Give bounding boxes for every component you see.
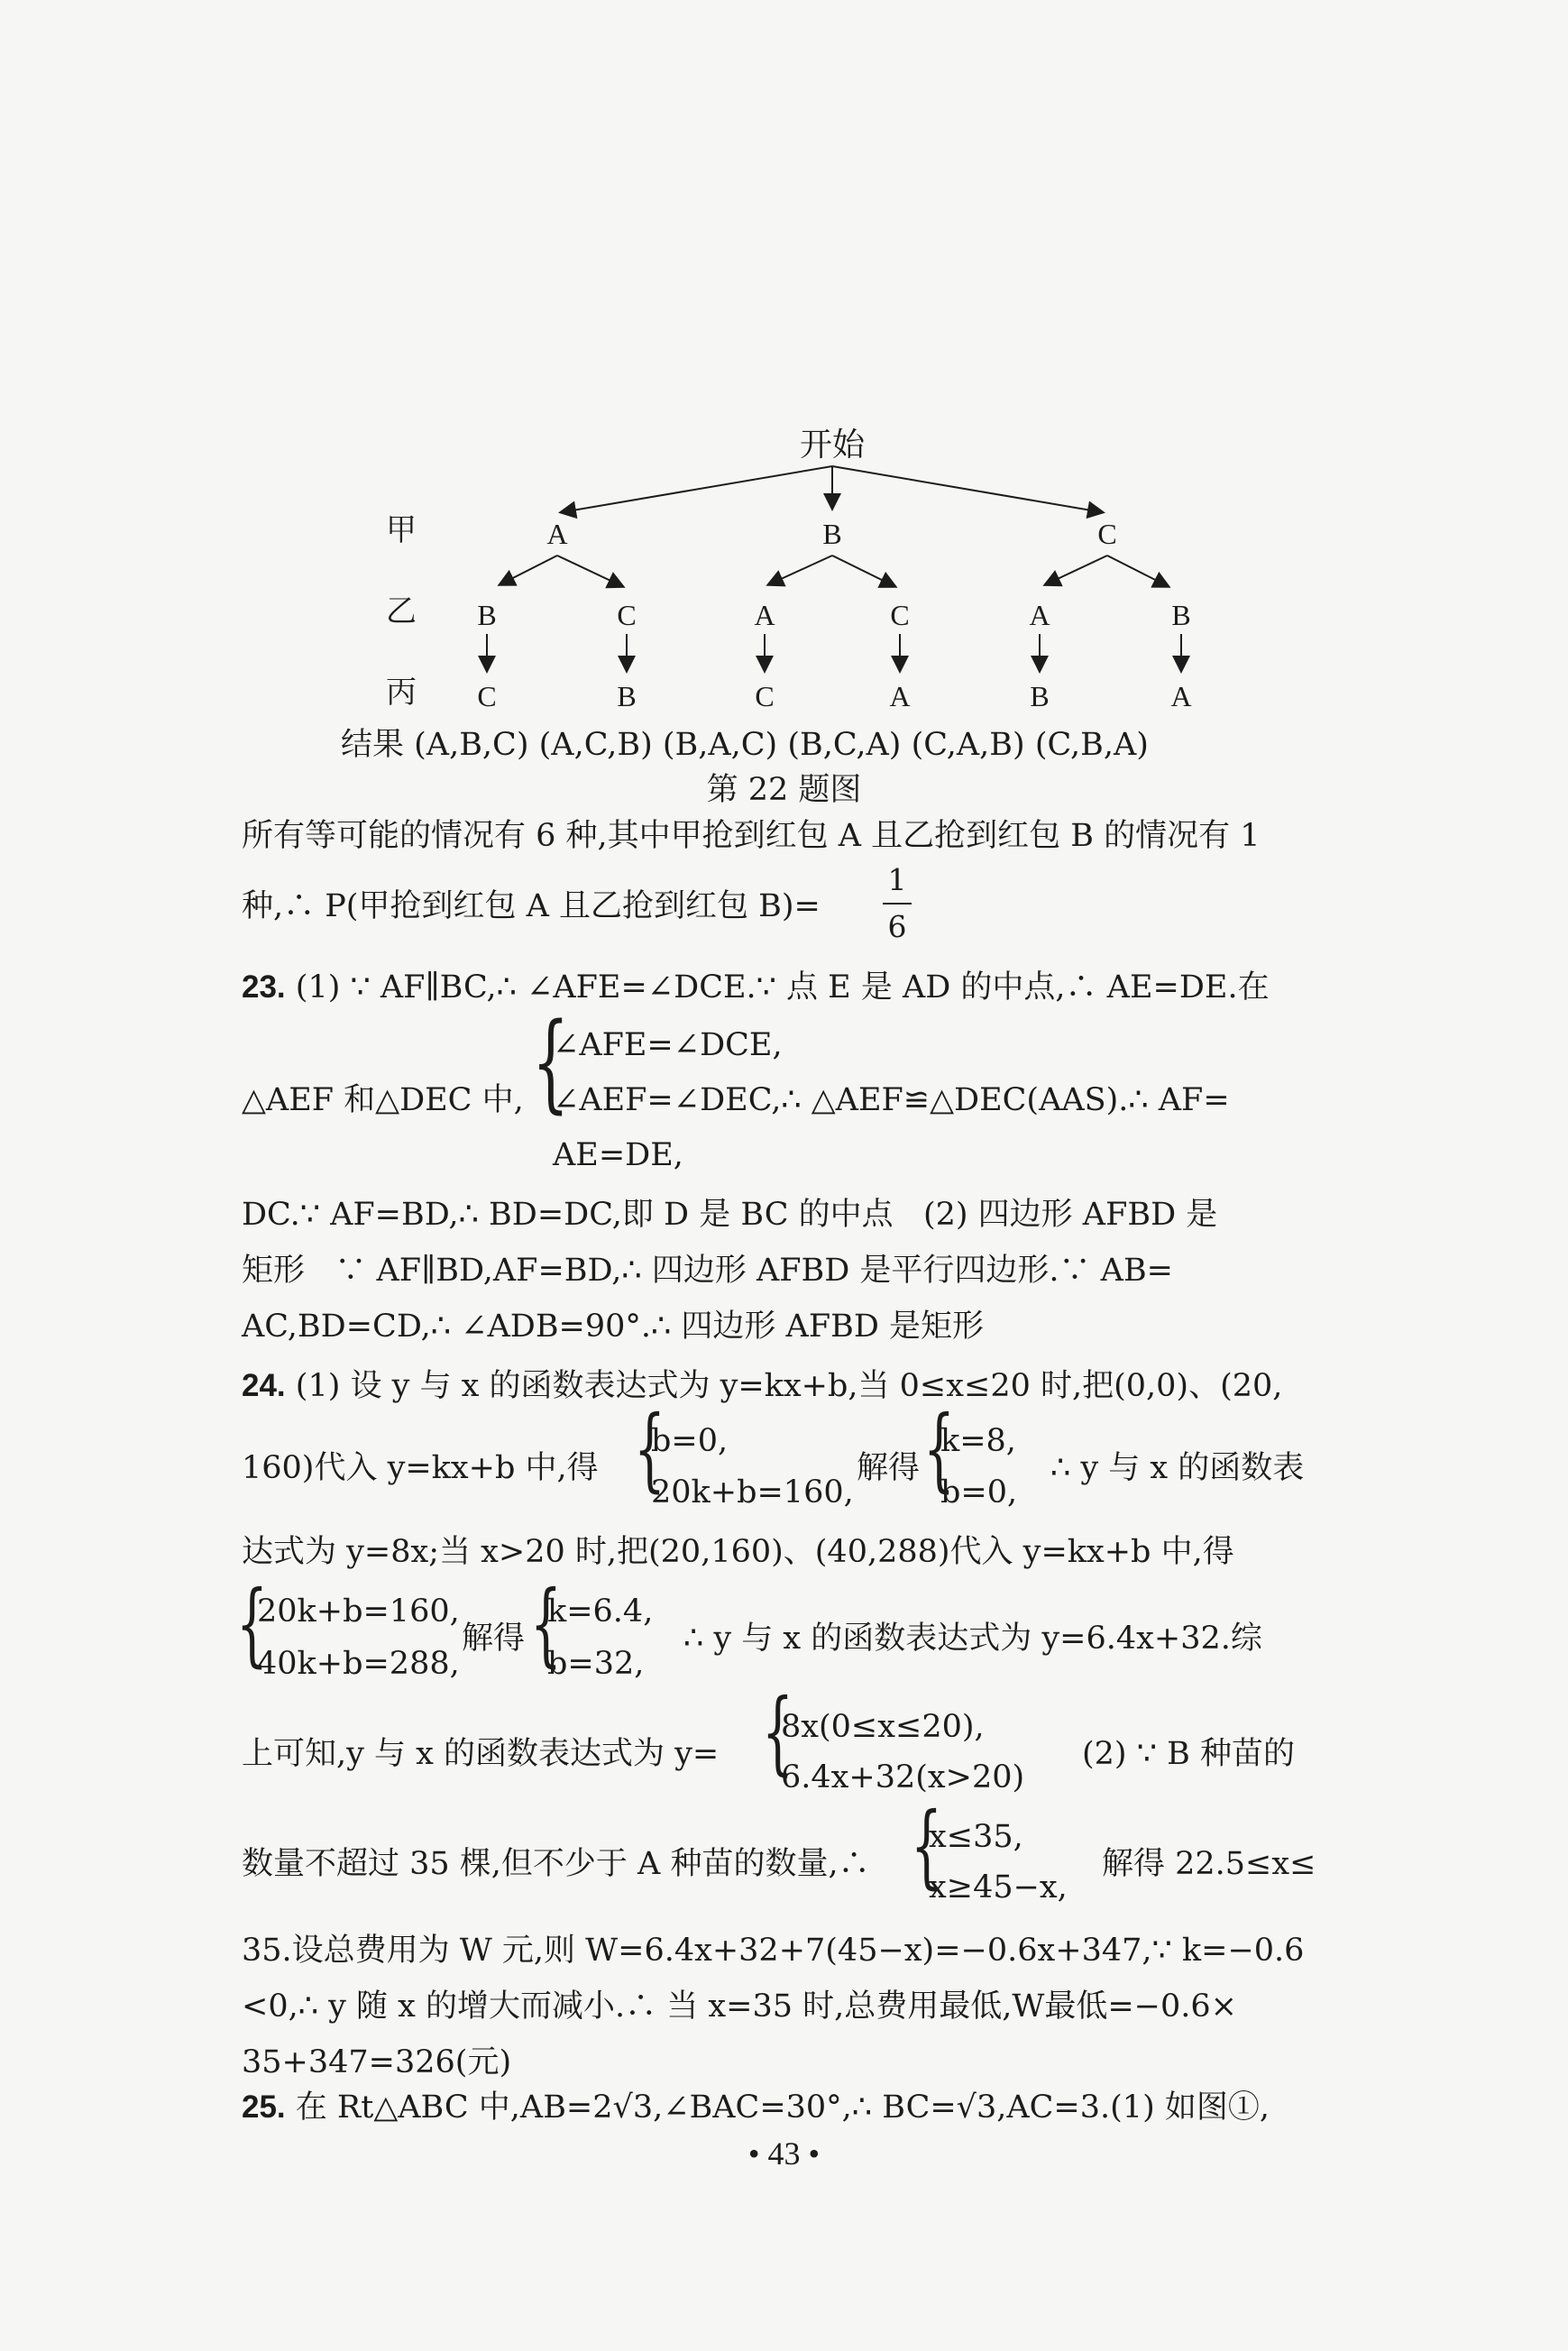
row-label-bing: 丙 [386, 676, 417, 710]
result-item: (B,C,A) [787, 727, 902, 763]
q24-sys-c1: 20k+b=160, [257, 1593, 460, 1630]
question-number: 24. [242, 1368, 286, 1403]
question-number: 23. [242, 969, 286, 1005]
q24-sys-d1: k=6.4, [547, 1593, 654, 1630]
q23-line-4: 矩形 ∵ AF∥BD,AF=BD,∴ 四边形 AFBD 是平行四边形.∵ AB= [242, 1253, 1173, 1289]
level3-node: B [617, 680, 637, 712]
level3-node: A [1170, 680, 1192, 712]
q24-line-6a: 数量不超过 35 棵,但不少于 A 种苗的数量,∴ [242, 1846, 870, 1882]
level1-node: A [546, 518, 568, 550]
q24-sys-b1: k=8, [940, 1423, 1016, 1459]
q24-sys-c2: 40k+b=288, [257, 1646, 460, 1682]
q23-line-2: △AEF 和△DEC 中, [242, 1082, 524, 1118]
q24-sys-a1: b=0, [651, 1423, 729, 1459]
fraction-numerator: 1 [887, 862, 907, 897]
row-label-yi: 乙 [386, 595, 417, 629]
level3-node: C [755, 680, 775, 712]
level1-node: B [822, 518, 842, 550]
q23-system-line-2: ∠AEF=∠DEC,∴ △AEF≌△DEC(AAS).∴ AF= [553, 1082, 1230, 1118]
q23-line-5: AC,BD=CD,∴ ∠ADB=90°.∴ 四边形 AFBD 是矩形 [242, 1309, 985, 1345]
q24-text: (1) 设 y 与 x 的函数表达式为 y=kx+b,当 0≤x≤20 时,把(0,0)、(20, [295, 1368, 1283, 1404]
figure-caption: 第 22 题图 [706, 772, 862, 808]
q22-line-1: 所有等可能的情况有 6 种,其中甲抢到红包 A 且乙抢到红包 B 的情况有 1 [242, 818, 1261, 854]
result-item: (A,C,B) [538, 727, 653, 763]
q23-system-line-1: ∠AFE=∠DCE, [553, 1027, 783, 1063]
level1-node: C [1097, 518, 1117, 550]
level2-node: A [1029, 599, 1050, 631]
q23-line-3: DC.∵ AF=BD,∴ BD=DC,即 D 是 BC 的中点 (2) 四边形 AFBD 是 [242, 1197, 1218, 1233]
system-brace: { [762, 1679, 793, 1785]
result-item: (B,A,C) [662, 727, 778, 763]
q24-line-5b: (2) ∵ B 种苗的 [1082, 1736, 1295, 1772]
q25-text: 在 Rt△ABC 中,AB=2√3,∠BAC=30°,∴ BC=√3,AC=3.(1) 如图①, [295, 2089, 1270, 2126]
level3-node: A [889, 680, 911, 712]
row-label-jia: 甲 [386, 514, 417, 547]
q24-line-7: 35.设总费用为 W 元,则 W=6.4x+32+7(45−x)=−0.6x+347,∵ k=−0.6 [242, 1933, 1305, 1969]
q24-line-2a: 160)代入 y=kx+b 中,得 [242, 1450, 599, 1486]
system-brace: { [634, 1396, 665, 1502]
q24-line-3: 达式为 y=8x;当 x>20 时,把(20,160)、(40,288)代入 y=kx+b 中,得 [242, 1534, 1234, 1570]
q23-system-line-3: AE=DE, [553, 1137, 683, 1173]
q24-sys-f1: x≤35, [929, 1819, 1023, 1855]
fraction-denominator: 6 [887, 909, 907, 944]
result-item: (C,B,A) [1034, 727, 1149, 763]
system-brace: { [530, 1571, 562, 1676]
result-item: (A,B,C) [414, 727, 529, 763]
q24-sys-e1: 8x(0≤x≤20), [781, 1709, 985, 1745]
edge-start-a [562, 466, 832, 512]
q24-line-8: <0,∴ y 随 x 的增大而减小.∴ 当 x=35 时,总费用最低,W最低=−0.6× [242, 1988, 1237, 2025]
q24-line-5a: 上可知,y 与 x 的函数表达式为 y= [242, 1736, 720, 1772]
question-number: 25. [242, 2089, 286, 2125]
q24-line-9: 35+347=326(元) [242, 2044, 512, 2080]
tree-start: 开始 [799, 427, 866, 463]
system-brace: { [923, 1396, 955, 1502]
fraction-bar [883, 903, 912, 905]
q25-line-1 [242, 2085, 1270, 2130]
q24-sys-a2: 20k+b=160, [651, 1474, 854, 1511]
q24-line-4c: ∴ y 与 x 的函数表达式为 y=6.4x+32.综 [683, 1621, 1262, 1657]
system-brace: { [911, 1793, 942, 1898]
system-brace: { [532, 999, 570, 1124]
q24-line-2b: 解得 [857, 1450, 921, 1486]
q22-line-2: 种,∴ P(甲抢到红包 A 且乙抢到红包 B)= [242, 888, 821, 924]
result-item: (C,A,B) [911, 727, 1025, 763]
q24-line-4b: 解得 [462, 1621, 526, 1657]
system-brace: { [236, 1571, 268, 1676]
q24-sys-e2: 6.4x+32(x>20) [781, 1759, 1025, 1795]
q24-line-1 [242, 1364, 1282, 1409]
q23-text: (1) ∵ AF∥BC,∴ ∠AFE=∠DCE.∵ 点 E 是 AD 的中点,∴ AE=DE.在 [295, 969, 1270, 1006]
level2-node: C [617, 599, 637, 631]
tree-results-row [341, 720, 1149, 765]
q24-sys-f2: x≥45−x, [929, 1869, 1068, 1906]
level3-node: C [477, 680, 497, 712]
q24-sys-d2: b=32, [547, 1646, 645, 1682]
level2-node: B [1171, 599, 1191, 631]
q24-sys-b2: b=0, [940, 1474, 1018, 1511]
level2-node: C [890, 599, 910, 631]
q24-line-6b: 解得 22.5≤x≤ [1102, 1846, 1316, 1882]
q23-line-1 [242, 965, 1270, 1010]
edge-start-c [832, 466, 1102, 512]
results-label: 结果 [341, 727, 405, 763]
level2-node: A [754, 599, 775, 631]
level3-node: B [1030, 680, 1050, 712]
page-number: • 43 • [747, 2135, 821, 2172]
q24-line-2c: ∴ y 与 x 的函数表 [1050, 1450, 1305, 1486]
level2-node: B [477, 599, 497, 631]
